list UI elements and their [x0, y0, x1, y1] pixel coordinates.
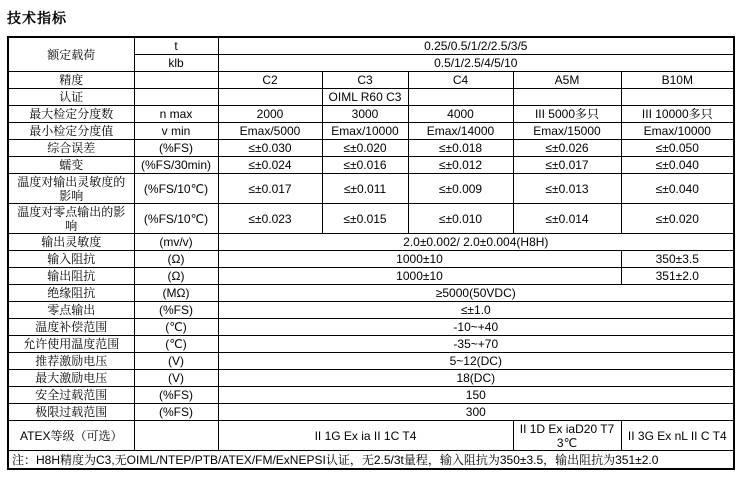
row-unit-accuracy: [134, 72, 218, 89]
table-row-ultimate-overload: [8, 404, 734, 421]
value-tsens-c3: ≤±0.011: [322, 174, 408, 204]
value-tzero-c2: ≤±0.023: [218, 204, 322, 234]
grade-header-a5m: A5M: [513, 72, 621, 89]
row-label-temp-compensation-range: 温度补偿范围: [8, 319, 134, 336]
value-tzero-c3: ≤±0.015: [322, 204, 408, 234]
value-atex-a5m: II 1D Ex iaD20 T73℃: [513, 421, 621, 451]
row-label-zero-output: 零点输出: [8, 302, 134, 319]
value-insulation: ≥5000(50VDC): [218, 285, 734, 302]
row-unit-v-min: v min: [134, 123, 218, 140]
row-label-temp-sensitivity: 温度对输出灵敏度的影响: [8, 174, 134, 204]
row-unit-output-impedance: (Ω): [134, 268, 218, 285]
table-row-output-impedance: [8, 268, 734, 285]
value-tsens-c4: ≤±0.009: [408, 174, 513, 204]
value-creep-a5m: ≤±0.017: [513, 157, 621, 174]
row-unit-n-max: n max: [134, 106, 218, 123]
grade-header-c2: C2: [218, 72, 322, 89]
row-unit-certification: [134, 89, 218, 106]
table-row-insulation: [8, 285, 734, 302]
value-zero-output: ≤±1.0: [218, 302, 734, 319]
table-row-temp-zero: [8, 204, 734, 234]
row-unit-recommended-excitation: (V): [134, 353, 218, 370]
value-error-c3: ≤±0.020: [322, 140, 408, 157]
value-tsens-c2: ≤±0.017: [218, 174, 322, 204]
table-row-n-max: [8, 106, 734, 123]
table-row-max-excitation: [8, 370, 734, 387]
value-creep-c2: ≤±0.024: [218, 157, 322, 174]
row-label-creep: 蠕变: [8, 157, 134, 174]
value-nmax-b10m: III 10000多只: [621, 106, 734, 123]
row-label-accuracy: 精度: [8, 72, 134, 89]
row-label-output-sensitivity: 输出灵敏度: [8, 234, 134, 251]
value-cert-c2: [218, 89, 322, 106]
value-nmax-c2: 2000: [218, 106, 322, 123]
table-row-temp-sensitivity: [8, 174, 734, 204]
table-row-safe-overload: [8, 387, 734, 404]
row-label-rated-load: 额定载荷: [8, 37, 134, 72]
row-unit-max-excitation: (V): [134, 370, 218, 387]
row-label-insulation: 绝缘阻抗: [8, 285, 134, 302]
row-unit-atex: [134, 421, 218, 451]
value-ultimate-overload: 300: [218, 404, 734, 421]
value-recommended-excitation: 5~12(DC): [218, 353, 734, 370]
value-vmin-a5m: Emax/15000: [513, 123, 621, 140]
table-row-note: [8, 451, 734, 470]
table-row-zero-output: [8, 302, 734, 319]
value-tsens-b10m: ≤±0.040: [621, 174, 734, 204]
table-row-combined-error: [8, 140, 734, 157]
value-vmin-b10m: Emax/10000: [621, 123, 734, 140]
table-row-temp-compensation-range: [8, 319, 734, 336]
value-tzero-b10m: ≤±0.020: [621, 204, 734, 234]
row-label-ultimate-overload: 极限过载范围: [8, 404, 134, 421]
row-unit-ultimate-overload: (%FS): [134, 404, 218, 421]
value-creep-c3: ≤±0.016: [322, 157, 408, 174]
row-label-max-excitation: 最大激励电压: [8, 370, 134, 387]
value-cert-c4: [408, 89, 513, 106]
value-tsens-a5m: ≤±0.013: [513, 174, 621, 204]
row-label-output-impedance: 输出阻抗: [8, 268, 134, 285]
value-creep-b10m: ≤±0.040: [621, 157, 734, 174]
value-nmax-a5m: III 5000多只: [513, 106, 621, 123]
table-row-certification: [8, 89, 734, 106]
value-rated-load-klb: 0.5/1/2.5/4/5/10: [218, 55, 734, 72]
table-row-recommended-excitation: [8, 353, 734, 370]
row-unit-temp-zero: (%FS/10℃): [134, 204, 218, 234]
value-cert-c3: OIML R60 C3: [322, 89, 408, 106]
value-error-b10m: ≤±0.050: [621, 140, 734, 157]
table-note: 注：H8H精度为C3,无OIML/NTEP/PTB/ATEX/FM/ExNEPSI认证，无2.5/3t量程，输入阻抗为350±3.5，输出阻抗为351±2.0: [8, 451, 734, 470]
table-row-input-impedance: [8, 251, 734, 268]
value-tzero-a5m: ≤±0.014: [513, 204, 621, 234]
value-output-impedance-b10m: 351±2.0: [621, 268, 734, 285]
table-row-creep: [8, 157, 734, 174]
value-input-impedance-main: 1000±10: [218, 251, 621, 268]
table-row-rated-load-t: [8, 37, 734, 55]
value-operating-temp-range: -35~+70: [218, 336, 734, 353]
table-row-v-min: [8, 123, 734, 140]
row-unit-t: t: [134, 37, 218, 55]
row-label-certification: 认证: [8, 89, 134, 106]
value-atex-b10m: II 3G Ex nL II C T4: [621, 421, 734, 451]
value-atex-c2c4: II 1G Ex ia II 1C T4: [218, 421, 513, 451]
value-output-impedance-main: 1000±10: [218, 268, 621, 285]
value-output-sensitivity: 2.0±0.002/ 2.0±0.004(H8H): [218, 234, 734, 251]
value-max-excitation: 18(DC): [218, 370, 734, 387]
row-unit-zero-output: (%FS): [134, 302, 218, 319]
spec-table: [7, 36, 735, 470]
table-row-accuracy: [8, 72, 734, 89]
row-unit-insulation: (MΩ): [134, 285, 218, 302]
value-vmin-c2: Emax/5000: [218, 123, 322, 140]
value-safe-overload: 150: [218, 387, 734, 404]
row-label-atex: ATEX等级（可选）: [8, 421, 134, 451]
row-unit-creep: (%FS/30min): [134, 157, 218, 174]
value-vmin-c3: Emax/10000: [322, 123, 408, 140]
row-unit-temp-sensitivity: (%FS/10℃): [134, 174, 218, 204]
value-tzero-c4: ≤±0.010: [408, 204, 513, 234]
grade-header-b10m: B10M: [621, 72, 734, 89]
value-error-a5m: ≤±0.026: [513, 140, 621, 157]
value-temp-compensation-range: -10~+40: [218, 319, 734, 336]
row-label-safe-overload: 安全过载范围: [8, 387, 134, 404]
row-unit-temp-compensation-range: (℃): [134, 319, 218, 336]
value-rated-load-t: 0.25/0.5/1/2/2.5/3/5: [218, 37, 734, 55]
row-unit-output-sensitivity: (mv/v): [134, 234, 218, 251]
row-unit-operating-temp-range: (℃): [134, 336, 218, 353]
value-vmin-c4: Emax/14000: [408, 123, 513, 140]
value-cert-a5m: [513, 89, 621, 106]
grade-header-c3: C3: [322, 72, 408, 89]
row-label-recommended-excitation: 推荐激励电压: [8, 353, 134, 370]
row-label-combined-error: 综合误差: [8, 140, 134, 157]
table-row-operating-temp-range: [8, 336, 734, 353]
page-title: 技术指标: [7, 10, 67, 26]
row-unit-combined-error: (%FS): [134, 140, 218, 157]
value-error-c2: ≤±0.030: [218, 140, 322, 157]
row-label-v-min: 最小检定分度值: [8, 123, 134, 140]
value-cert-b10m: [621, 89, 734, 106]
table-row-atex: [8, 421, 734, 451]
value-nmax-c4: 4000: [408, 106, 513, 123]
grade-header-c4: C4: [408, 72, 513, 89]
row-unit-klb: klb: [134, 55, 218, 72]
row-label-input-impedance: 输入阻抗: [8, 251, 134, 268]
row-label-n-max: 最大检定分度数: [8, 106, 134, 123]
value-creep-c4: ≤±0.012: [408, 157, 513, 174]
value-error-c4: ≤±0.018: [408, 140, 513, 157]
row-label-temp-zero: 温度对零点输出的影响: [8, 204, 134, 234]
value-nmax-c3: 3000: [322, 106, 408, 123]
row-unit-safe-overload: (%FS): [134, 387, 218, 404]
table-row-output-sensitivity: [8, 234, 734, 251]
row-unit-input-impedance: (Ω): [134, 251, 218, 268]
value-input-impedance-b10m: 350±3.5: [621, 251, 734, 268]
row-label-operating-temp-range: 允许使用温度范围: [8, 336, 134, 353]
